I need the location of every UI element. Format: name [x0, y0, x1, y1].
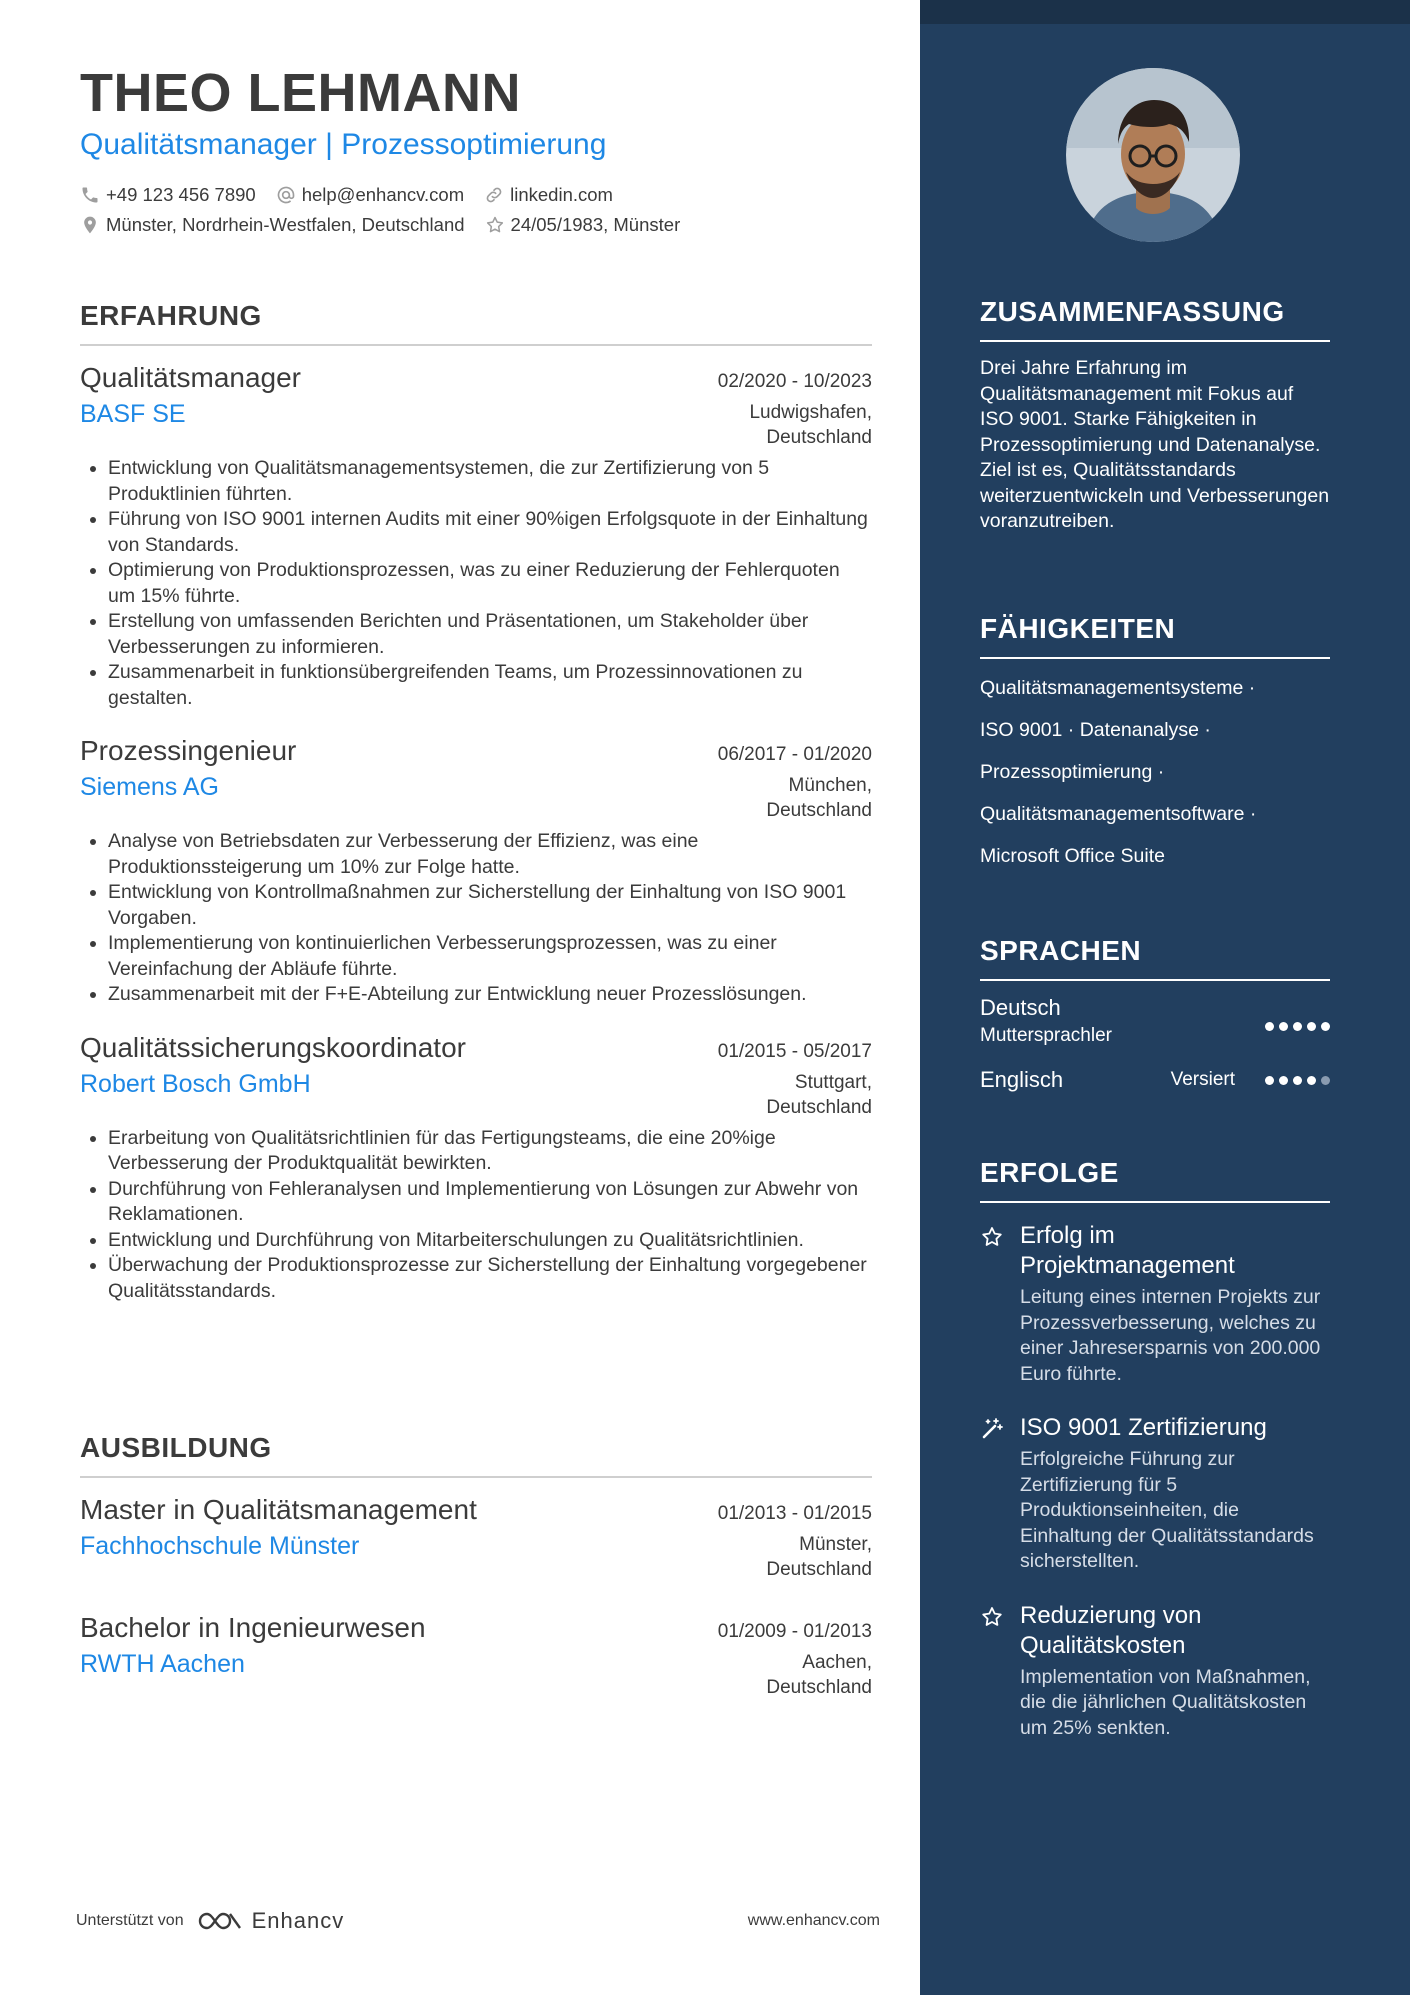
- job-location: Ludwigshafen, Deutschland: [749, 402, 872, 448]
- location-text: Münster, Nordrhein-Westfalen, Deutschland: [106, 214, 465, 235]
- footer-url[interactable]: www.enhancv.com: [747, 1912, 880, 1929]
- powered-by-label: Unterstützt von: [76, 1912, 184, 1929]
- birth-text: 24/05/1983, Münster: [510, 214, 681, 235]
- job-location: München, Deutschland: [766, 775, 872, 821]
- rating-dot: [1293, 1022, 1302, 1031]
- contact-info: [80, 180, 880, 240]
- language-rating: [1265, 1076, 1330, 1085]
- rating-dot: [1293, 1076, 1302, 1085]
- bullet-item: • Implementierung von kontinuierlichen Verbesserungsprozessen, was zu einer Vereinfachung der Abläufe führte.: [108, 931, 872, 982]
- brand-name: Enhancv: [251, 1908, 345, 1933]
- degree-title: Master in Qualitätsmanagement: [80, 1494, 477, 1525]
- rating-dot: [1265, 1076, 1274, 1085]
- experience-entry: [80, 1032, 872, 1305]
- school-location: Aachen, Deutschland: [766, 1652, 872, 1698]
- skill-line: Microsoft Office Suite: [980, 845, 1165, 867]
- achievement-item: [980, 1413, 1330, 1575]
- job-bullets: [80, 1126, 872, 1305]
- school-name[interactable]: RWTH Aachen: [80, 1650, 245, 1678]
- phone-icon: [80, 185, 100, 205]
- education-dates: 01/2009 - 01/2013: [717, 1621, 872, 1642]
- linkedin-contact[interactable]: [484, 184, 613, 206]
- school-name[interactable]: Fachhochschule Münster: [80, 1532, 360, 1560]
- candidate-name: THEO LEHMANN: [80, 63, 521, 123]
- achievement-item: [980, 1221, 1330, 1387]
- skills-title: FÄHIGKEITEN: [980, 613, 1330, 659]
- skills-section: [980, 613, 1330, 877]
- job-location: Stuttgart, Deutschland: [766, 1071, 872, 1118]
- enhancv-logo-icon: [196, 1909, 244, 1933]
- achievement-item: [980, 1601, 1330, 1742]
- language-rating: [1265, 1005, 1330, 1047]
- rating-dot: [1321, 1022, 1330, 1031]
- education-entry: [80, 1494, 872, 1582]
- experience-section: [80, 300, 872, 1304]
- bullet-item: • Erstellung von umfassenden Berichten und Präsentationen, um Stakeholder über Verbesserungen zu informieren.: [108, 609, 872, 660]
- phone-contact[interactable]: [80, 184, 256, 206]
- achievement-title: Reduzierung von Qualitätskosten: [1020, 1601, 1202, 1659]
- rating-dot: [1279, 1076, 1288, 1085]
- sidebar-topbar: [920, 0, 1410, 24]
- summary-text: Drei Jahre Erfahrung im Qualitätsmanagement mit Fokus auf ISO 9001. Starke Fähigkeiten in Prozessoptimierung und Datenanalyse. Ziel ist es, Qualitätsstandards weiterzuentwickeln und Verbesserungen voranzutreiben.: [980, 357, 1330, 532]
- bullet-item: • Führung von ISO 9001 internen Audits mit einer 90%igen Erfolgsquote in der Einhaltung von Standards.: [108, 507, 872, 558]
- job-dates: 02/2020 - 10/2023: [717, 371, 872, 392]
- rating-dot: [1279, 1022, 1288, 1031]
- achievements-title: ERFOLGE: [980, 1157, 1330, 1203]
- bullet-item: • Entwicklung von Qualitätsmanagementsystemen, die zur Zertifizierung von 5 Produktlinien führten.: [108, 456, 872, 507]
- experience-entry: [80, 735, 872, 1008]
- email-contact[interactable]: [276, 184, 464, 206]
- star-icon: [485, 215, 505, 235]
- job-title: Qualitätssicherungskoordinator: [80, 1031, 466, 1063]
- headline: Qualitätsmanager | Prozessoptimierung: [80, 128, 607, 161]
- achievement-title: Erfolg im Projektmanagement: [1020, 1222, 1235, 1279]
- rating-dot: [1307, 1022, 1316, 1031]
- bullet-item: • Durchführung von Fehleranalysen und Implementierung von Lösungen zur Abwehr von Reklamationen.: [108, 1177, 872, 1228]
- language-level: Versiert: [1170, 1069, 1235, 1090]
- job-bullets: [80, 829, 872, 1008]
- achievement-description: Leitung eines internen Projekts zur Prozessverbesserung, welches zu einer Jahresersparnis von 200.000 Euro führte.: [1020, 1286, 1321, 1385]
- location-pin-icon: [80, 215, 100, 235]
- languages-section: [980, 935, 1330, 1093]
- company-name[interactable]: Siemens AG: [80, 773, 219, 801]
- education-dates: 01/2013 - 01/2015: [717, 1503, 872, 1524]
- company-name[interactable]: Robert Bosch GmbH: [80, 1069, 311, 1098]
- education-title: AUSBILDUNG: [80, 1432, 872, 1478]
- skill-line: Qualitätsmanagementsysteme ·: [980, 677, 1256, 699]
- language-level: Muttersprachler: [980, 1025, 1112, 1046]
- at-icon: [276, 185, 296, 205]
- achievement-description: Erfolgreiche Führung zur Zertifizierung für 5 Produktionseinheiten, die Einhaltung der Qualitätsstandards sicherstellten.: [1020, 1448, 1314, 1572]
- skill-line: ISO 9001 · Datenanalyse ·: [980, 719, 1211, 741]
- footer: [76, 1908, 880, 1934]
- link-icon: [484, 185, 504, 205]
- achievement-description: Implementation von Maßnahmen, die die jährlichen Qualitätskosten um 25% senkten.: [1020, 1665, 1311, 1739]
- experience-title: ERFAHRUNG: [80, 300, 872, 346]
- bullet-item: • Entwicklung und Durchführung von Mitarbeiterschulungen zu Qualitätsrichtlinien.: [108, 1228, 872, 1254]
- avatar-image: [1066, 68, 1240, 242]
- bullet-item: • Erarbeitung von Qualitätsrichtlinien für das Fertigungsteams, die eine 20%ige Verbesserung der Produktqualität bewirkten.: [108, 1126, 872, 1177]
- education-section: [80, 1432, 872, 1700]
- achievements-section: [980, 1157, 1330, 1741]
- rating-dot: [1265, 1022, 1274, 1031]
- email-text: help@enhancv.com: [301, 184, 465, 205]
- bullet-item: • Zusammenarbeit in funktionsübergreifenden Teams, um Prozessinnovationen zu gestalten.: [108, 660, 872, 711]
- languages-title: SPRACHEN: [980, 935, 1330, 981]
- bullet-item: • Entwicklung von Kontrollmaßnahmen zur Sicherstellung der Einhaltung von ISO 9001 Vorgaben.: [108, 880, 872, 931]
- enhancv-logo[interactable]: [196, 1908, 345, 1934]
- degree-title: Bachelor in Ingenieurwesen: [80, 1612, 426, 1643]
- summary-title: ZUSAMMENFASSUNG: [980, 296, 1330, 342]
- skill-line: Prozessoptimierung ·: [980, 761, 1165, 783]
- bullet-item: • Zusammenarbeit mit der F+E-Abteilung zur Entwicklung neuer Prozesslösungen.: [108, 982, 872, 1008]
- birth-contact: [485, 214, 681, 236]
- summary-section: [980, 296, 1330, 535]
- job-dates: 06/2017 - 01/2020: [717, 744, 872, 765]
- job-dates: 01/2015 - 05/2017: [717, 1040, 872, 1062]
- job-bullets: [80, 456, 872, 711]
- language-item: [980, 995, 1330, 1047]
- experience-entry: [80, 362, 872, 711]
- school-location: Münster, Deutschland: [766, 1534, 872, 1580]
- achievement-title: ISO 9001 Zertifizierung: [1020, 1414, 1267, 1441]
- linkedin-text: linkedin.com: [510, 184, 613, 205]
- rating-dot: [1321, 1076, 1330, 1085]
- job-title: Prozessingenieur: [80, 735, 297, 766]
- bullet-item: • Analyse von Betriebsdaten zur Verbesserung der Effizienz, was eine Produktionssteigerung um 10% zur Folge hatte.: [108, 829, 872, 880]
- avatar: [1066, 68, 1240, 242]
- job-title: Qualitätsmanager: [80, 362, 302, 393]
- rating-dot: [1307, 1076, 1316, 1085]
- language-item: [980, 1067, 1330, 1093]
- skill-line: Qualitätsmanagementsoftware ·: [980, 803, 1257, 825]
- education-entry: [80, 1612, 872, 1700]
- company-name[interactable]: BASF SE: [80, 400, 186, 428]
- language-name: Deutsch: [980, 995, 1061, 1020]
- bullet-item: • Überwachung der Produktionsprozesse zur Sicherstellung der Einhaltung vorgegebener Qualitätsstandards.: [108, 1253, 872, 1304]
- language-name: Englisch: [980, 1067, 1064, 1092]
- star-icon: [980, 1605, 1004, 1629]
- magic-wand-icon: [980, 1417, 1004, 1441]
- location-contact: [80, 214, 465, 236]
- bullet-item: • Optimierung von Produktionsprozessen, was zu einer Reduzierung der Fehlerquoten um 15% führte.: [108, 558, 872, 609]
- phone-text: +49 123 456 7890: [106, 184, 256, 205]
- star-icon: [980, 1225, 1004, 1249]
